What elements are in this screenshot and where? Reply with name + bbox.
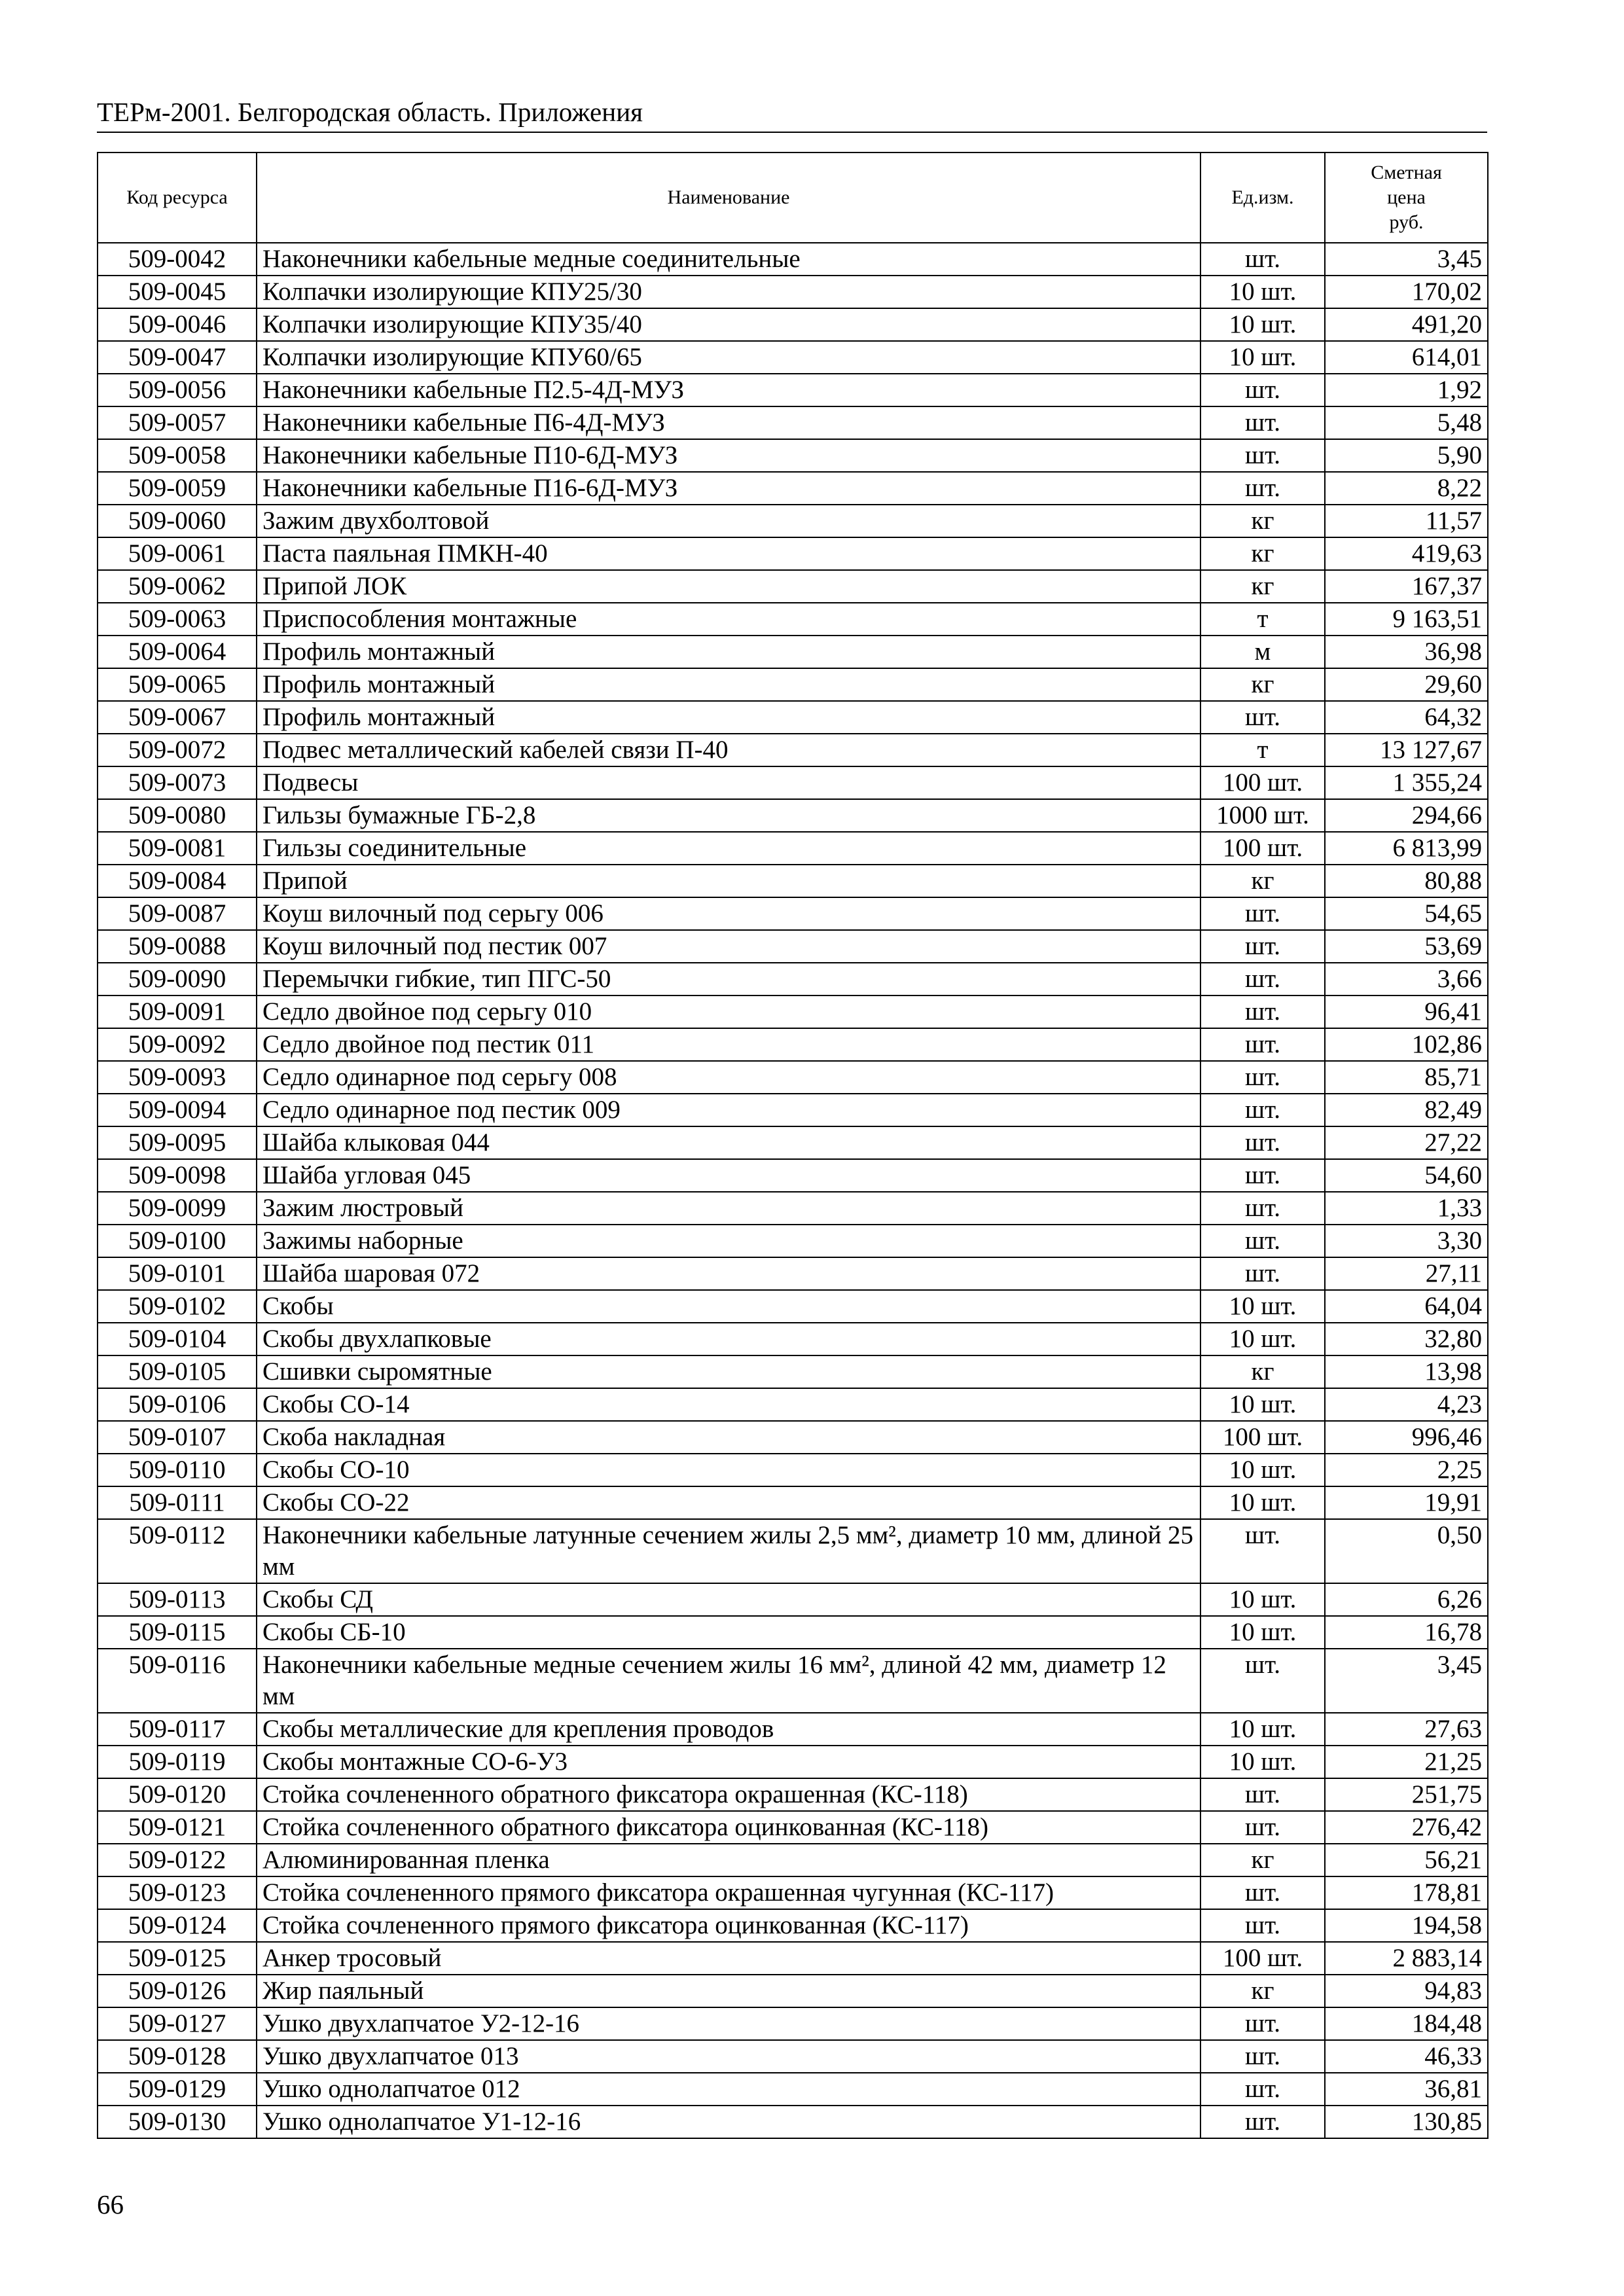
cell-unit: шт. — [1200, 243, 1325, 276]
cell-name: Профиль монтажный — [257, 668, 1200, 701]
cell-name: Зажимы наборные — [257, 1225, 1200, 1257]
table-row — [98, 1323, 1488, 1355]
cell-price: 491,20 — [1325, 308, 1488, 341]
cell-unit: шт. — [1200, 930, 1325, 963]
cell-name: Скоба накладная — [257, 1421, 1200, 1454]
table-row — [98, 1616, 1488, 1649]
cell-code: 509-0065 — [98, 668, 257, 701]
table-row — [98, 243, 1488, 276]
cell-price: 21,25 — [1325, 1746, 1488, 1778]
cell-name: Скобы металлические для крепления проводов — [257, 1713, 1200, 1746]
cell-name: Скобы СД — [257, 1583, 1200, 1616]
cell-code: 509-0105 — [98, 1355, 257, 1388]
cell-unit: 10 шт. — [1200, 1388, 1325, 1421]
cell-code: 509-0123 — [98, 1876, 257, 1909]
cell-name: Наконечники кабельные медные соединительные — [257, 243, 1200, 276]
cell-name: Стойка сочлененного прямого фиксатора окрашенная чугунная (КС-117) — [257, 1876, 1200, 1909]
table-row — [98, 1876, 1488, 1909]
cell-code: 509-0101 — [98, 1257, 257, 1290]
resource-price-table — [97, 152, 1489, 2139]
cell-name: Седло одинарное под серьгу 008 — [257, 1061, 1200, 1094]
cell-name: Седло двойное под пестик 011 — [257, 1028, 1200, 1061]
table-row — [98, 1094, 1488, 1126]
cell-price: 2 883,14 — [1325, 1942, 1488, 1975]
cell-unit: шт. — [1200, 2106, 1325, 2138]
cell-code: 509-0064 — [98, 636, 257, 668]
cell-price: 36,81 — [1325, 2073, 1488, 2106]
table-row — [98, 865, 1488, 897]
cell-unit: 100 шт. — [1200, 766, 1325, 799]
cell-price: 29,60 — [1325, 668, 1488, 701]
cell-price: 194,58 — [1325, 1909, 1488, 1942]
cell-code: 509-0060 — [98, 505, 257, 537]
cell-code: 509-0061 — [98, 537, 257, 570]
cell-name: Перемычки гибкие, тип ПГС-50 — [257, 963, 1200, 996]
cell-price: 0,50 — [1325, 1519, 1488, 1583]
cell-unit: 10 шт. — [1200, 1454, 1325, 1486]
table-row — [98, 1388, 1488, 1421]
cell-unit: шт. — [1200, 1225, 1325, 1257]
cell-name: Стойка сочлененного обратного фиксатора окрашенная (КС-118) — [257, 1778, 1200, 1811]
cell-code: 509-0092 — [98, 1028, 257, 1061]
cell-name: Стойка сочлененного прямого фиксатора оцинкованная (КС-117) — [257, 1909, 1200, 1942]
table-row — [98, 1192, 1488, 1225]
cell-price: 1 355,24 — [1325, 766, 1488, 799]
table-header — [98, 152, 1488, 243]
table-row — [98, 1454, 1488, 1486]
table-row — [98, 603, 1488, 636]
table-row — [98, 1583, 1488, 1616]
table-header-row — [98, 152, 1488, 243]
table-row — [98, 1159, 1488, 1192]
cell-code: 509-0125 — [98, 1942, 257, 1975]
cell-price: 85,71 — [1325, 1061, 1488, 1094]
table-row — [98, 1746, 1488, 1778]
cell-code: 509-0056 — [98, 374, 257, 406]
cell-unit: 10 шт. — [1200, 1323, 1325, 1355]
cell-price: 6,26 — [1325, 1583, 1488, 1616]
cell-unit: 10 шт. — [1200, 341, 1325, 374]
cell-name: Скобы двухлапковые — [257, 1323, 1200, 1355]
cell-name: Сшивки сыромятные — [257, 1355, 1200, 1388]
cell-code: 509-0081 — [98, 832, 257, 865]
cell-code: 509-0090 — [98, 963, 257, 996]
cell-code: 509-0117 — [98, 1713, 257, 1746]
cell-name: Алюминированная пленка — [257, 1844, 1200, 1876]
cell-unit: шт. — [1200, 1876, 1325, 1909]
cell-price: 3,45 — [1325, 1649, 1488, 1713]
table-row — [98, 505, 1488, 537]
cell-name: Колпачки изолирующие КПУ60/65 — [257, 341, 1200, 374]
table-row — [98, 1421, 1488, 1454]
cell-price: 251,75 — [1325, 1778, 1488, 1811]
table-row — [98, 1811, 1488, 1844]
cell-code: 509-0093 — [98, 1061, 257, 1094]
cell-price: 5,48 — [1325, 406, 1488, 439]
cell-name: Подвес металлический кабелей связи П-40 — [257, 734, 1200, 766]
cell-code: 509-0121 — [98, 1811, 257, 1844]
header-rule — [97, 132, 1487, 133]
cell-code: 509-0047 — [98, 341, 257, 374]
cell-code: 509-0116 — [98, 1649, 257, 1713]
cell-code: 509-0104 — [98, 1323, 257, 1355]
cell-code: 509-0080 — [98, 799, 257, 832]
cell-name: Припой — [257, 865, 1200, 897]
cell-unit: шт. — [1200, 1028, 1325, 1061]
cell-name: Жир паяльный — [257, 1975, 1200, 2007]
cell-name: Наконечники кабельные П10-6Д-МУЗ — [257, 439, 1200, 472]
cell-unit: 1000 шт. — [1200, 799, 1325, 832]
cell-name: Ушко двухлапчатое У2-12-16 — [257, 2007, 1200, 2040]
cell-name: Скобы СБ-10 — [257, 1616, 1200, 1649]
table-row — [98, 537, 1488, 570]
cell-code: 509-0115 — [98, 1616, 257, 1649]
cell-code: 509-0062 — [98, 570, 257, 603]
cell-price: 46,33 — [1325, 2040, 1488, 2073]
table-row — [98, 766, 1488, 799]
cell-code: 509-0067 — [98, 701, 257, 734]
table-row — [98, 1975, 1488, 2007]
cell-name: Приспособления монтажные — [257, 603, 1200, 636]
cell-code: 509-0126 — [98, 1975, 257, 2007]
cell-price: 3,66 — [1325, 963, 1488, 996]
table-row — [98, 636, 1488, 668]
cell-unit: м — [1200, 636, 1325, 668]
column-header-unit: Ед.изм. — [1200, 152, 1325, 243]
cell-price: 3,45 — [1325, 243, 1488, 276]
cell-price: 2,25 — [1325, 1454, 1488, 1486]
cell-name: Наконечники кабельные П16-6Д-МУЗ — [257, 472, 1200, 505]
cell-price: 32,80 — [1325, 1323, 1488, 1355]
cell-code: 509-0072 — [98, 734, 257, 766]
cell-name: Профиль монтажный — [257, 701, 1200, 734]
cell-price: 64,04 — [1325, 1290, 1488, 1323]
cell-unit: шт. — [1200, 897, 1325, 930]
cell-price: 80,88 — [1325, 865, 1488, 897]
cell-price: 6 813,99 — [1325, 832, 1488, 865]
cell-price: 56,21 — [1325, 1844, 1488, 1876]
cell-price: 94,83 — [1325, 1975, 1488, 2007]
table-row — [98, 1257, 1488, 1290]
cell-unit: шт. — [1200, 374, 1325, 406]
cell-name: Колпачки изолирующие КПУ35/40 — [257, 308, 1200, 341]
cell-name: Паста паяльная ПМКН-40 — [257, 537, 1200, 570]
cell-name: Скобы СО-22 — [257, 1486, 1200, 1519]
cell-code: 509-0099 — [98, 1192, 257, 1225]
table-row — [98, 472, 1488, 505]
table-row — [98, 2007, 1488, 2040]
cell-price: 4,23 — [1325, 1388, 1488, 1421]
cell-price: 419,63 — [1325, 537, 1488, 570]
cell-code: 509-0112 — [98, 1519, 257, 1583]
cell-name: Припой ЛОК — [257, 570, 1200, 603]
cell-price: 9 163,51 — [1325, 603, 1488, 636]
cell-price: 27,63 — [1325, 1713, 1488, 1746]
cell-price: 13,98 — [1325, 1355, 1488, 1388]
cell-unit: шт. — [1200, 1519, 1325, 1583]
cell-code: 509-0106 — [98, 1388, 257, 1421]
table-row — [98, 1126, 1488, 1159]
table-row — [98, 1942, 1488, 1975]
table-row — [98, 1844, 1488, 1876]
cell-price: 184,48 — [1325, 2007, 1488, 2040]
cell-name: Скобы монтажные СО-6-У3 — [257, 1746, 1200, 1778]
table-row — [98, 1778, 1488, 1811]
table-row — [98, 1061, 1488, 1094]
table-row — [98, 668, 1488, 701]
cell-name: Седло двойное под серьгу 010 — [257, 996, 1200, 1028]
table-row — [98, 799, 1488, 832]
cell-unit: шт. — [1200, 1811, 1325, 1844]
cell-unit: шт. — [1200, 996, 1325, 1028]
cell-unit: шт. — [1200, 1159, 1325, 1192]
table-row — [98, 2106, 1488, 2138]
cell-unit: шт. — [1200, 472, 1325, 505]
cell-unit: кг — [1200, 1355, 1325, 1388]
cell-name: Наконечники кабельные П2.5-4Д-МУЗ — [257, 374, 1200, 406]
cell-code: 509-0042 — [98, 243, 257, 276]
table-row — [98, 1909, 1488, 1942]
cell-code: 509-0129 — [98, 2073, 257, 2106]
table-row — [98, 570, 1488, 603]
cell-name: Колпачки изолирующие КПУ25/30 — [257, 276, 1200, 308]
cell-code: 509-0107 — [98, 1421, 257, 1454]
cell-price: 64,32 — [1325, 701, 1488, 734]
table-row — [98, 832, 1488, 865]
cell-price: 82,49 — [1325, 1094, 1488, 1126]
table-row — [98, 701, 1488, 734]
cell-code: 509-0130 — [98, 2106, 257, 2138]
column-header-code: Код ресурса — [98, 152, 257, 243]
cell-code: 509-0046 — [98, 308, 257, 341]
table-row — [98, 996, 1488, 1028]
cell-code: 509-0084 — [98, 865, 257, 897]
cell-name: Зажим двухболтовой — [257, 505, 1200, 537]
cell-code: 509-0094 — [98, 1094, 257, 1126]
cell-code: 509-0113 — [98, 1583, 257, 1616]
cell-name: Наконечники кабельные медные сечением жилы 16 мм², длиной 42 мм, диаметр 12 мм — [257, 1649, 1200, 1713]
cell-price: 96,41 — [1325, 996, 1488, 1028]
cell-unit: шт. — [1200, 1649, 1325, 1713]
cell-unit: 100 шт. — [1200, 832, 1325, 865]
table-row — [98, 1486, 1488, 1519]
cell-code: 509-0119 — [98, 1746, 257, 1778]
cell-unit: шт. — [1200, 2007, 1325, 2040]
cell-price: 13 127,67 — [1325, 734, 1488, 766]
cell-price: 36,98 — [1325, 636, 1488, 668]
cell-price: 614,01 — [1325, 341, 1488, 374]
cell-price: 178,81 — [1325, 1876, 1488, 1909]
table-body — [98, 243, 1488, 2138]
cell-code: 509-0098 — [98, 1159, 257, 1192]
cell-unit: шт. — [1200, 1061, 1325, 1094]
table-row — [98, 963, 1488, 996]
cell-unit: кг — [1200, 1844, 1325, 1876]
cell-code: 509-0100 — [98, 1225, 257, 1257]
cell-name: Скобы — [257, 1290, 1200, 1323]
cell-price: 276,42 — [1325, 1811, 1488, 1844]
table-row — [98, 1290, 1488, 1323]
cell-code: 509-0120 — [98, 1778, 257, 1811]
cell-price: 16,78 — [1325, 1616, 1488, 1649]
cell-code: 509-0087 — [98, 897, 257, 930]
cell-unit: кг — [1200, 865, 1325, 897]
cell-code: 509-0091 — [98, 996, 257, 1028]
cell-unit: кг — [1200, 537, 1325, 570]
column-header-price: Сметная цена руб. — [1325, 152, 1488, 243]
cell-price: 5,90 — [1325, 439, 1488, 472]
cell-unit: 10 шт. — [1200, 1583, 1325, 1616]
cell-price: 1,92 — [1325, 374, 1488, 406]
cell-code: 509-0063 — [98, 603, 257, 636]
cell-price: 170,02 — [1325, 276, 1488, 308]
table-row — [98, 374, 1488, 406]
table-row — [98, 897, 1488, 930]
table-row — [98, 439, 1488, 472]
table-row — [98, 276, 1488, 308]
cell-unit: шт. — [1200, 701, 1325, 734]
cell-unit: 100 шт. — [1200, 1942, 1325, 1975]
cell-name: Ушко двухлапчатое 013 — [257, 2040, 1200, 2073]
table-row — [98, 930, 1488, 963]
cell-unit: 10 шт. — [1200, 1746, 1325, 1778]
cell-unit: 10 шт. — [1200, 1616, 1325, 1649]
cell-unit: кг — [1200, 1975, 1325, 2007]
cell-name: Шайба клыковая 044 — [257, 1126, 1200, 1159]
cell-unit: шт. — [1200, 963, 1325, 996]
cell-code: 509-0124 — [98, 1909, 257, 1942]
cell-unit: 10 шт. — [1200, 308, 1325, 341]
table-row — [98, 1355, 1488, 1388]
cell-unit: 10 шт. — [1200, 1486, 1325, 1519]
cell-code: 509-0058 — [98, 439, 257, 472]
cell-name: Седло одинарное под пестик 009 — [257, 1094, 1200, 1126]
table-row — [98, 1649, 1488, 1713]
cell-name: Шайба шаровая 072 — [257, 1257, 1200, 1290]
cell-unit: шт. — [1200, 1909, 1325, 1942]
cell-unit: 100 шт. — [1200, 1421, 1325, 1454]
cell-name: Шайба угловая 045 — [257, 1159, 1200, 1192]
cell-price: 27,22 — [1325, 1126, 1488, 1159]
cell-name: Коуш вилочный под серьгу 006 — [257, 897, 1200, 930]
cell-code: 509-0110 — [98, 1454, 257, 1486]
cell-price: 1,33 — [1325, 1192, 1488, 1225]
cell-unit: кг — [1200, 570, 1325, 603]
cell-name: Анкер тросовый — [257, 1942, 1200, 1975]
table-row — [98, 1028, 1488, 1061]
cell-code: 509-0111 — [98, 1486, 257, 1519]
cell-name: Ушко однолапчатое У1-12-16 — [257, 2106, 1200, 2138]
cell-unit: шт. — [1200, 1126, 1325, 1159]
table-row — [98, 341, 1488, 374]
table-row — [98, 1519, 1488, 1583]
table-row — [98, 2040, 1488, 2073]
cell-name: Ушко однолапчатое 012 — [257, 2073, 1200, 2106]
cell-unit: шт. — [1200, 2040, 1325, 2073]
cell-name: Зажим люстровый — [257, 1192, 1200, 1225]
cell-code: 509-0128 — [98, 2040, 257, 2073]
cell-price: 19,91 — [1325, 1486, 1488, 1519]
cell-price: 996,46 — [1325, 1421, 1488, 1454]
cell-code: 509-0127 — [98, 2007, 257, 2040]
cell-price: 3,30 — [1325, 1225, 1488, 1257]
cell-price: 53,69 — [1325, 930, 1488, 963]
cell-price: 102,86 — [1325, 1028, 1488, 1061]
cell-code: 509-0057 — [98, 406, 257, 439]
cell-unit: 10 шт. — [1200, 276, 1325, 308]
cell-name: Наконечники кабельные латунные сечением жилы 2,5 мм², диаметр 10 мм, длиной 25 мм — [257, 1519, 1200, 1583]
cell-price: 8,22 — [1325, 472, 1488, 505]
table-row — [98, 2073, 1488, 2106]
cell-name: Профиль монтажный — [257, 636, 1200, 668]
cell-name: Гильзы бумажные ГБ-2,8 — [257, 799, 1200, 832]
cell-unit: шт. — [1200, 439, 1325, 472]
page-header-title: ТЕРм-2001. Белгородская область. Приложения — [97, 97, 643, 127]
cell-code: 509-0059 — [98, 472, 257, 505]
cell-name: Стойка сочлененного обратного фиксатора оцинкованная (КС-118) — [257, 1811, 1200, 1844]
cell-name: Подвесы — [257, 766, 1200, 799]
table-row — [98, 406, 1488, 439]
cell-code: 509-0073 — [98, 766, 257, 799]
table-row — [98, 734, 1488, 766]
cell-name: Скобы СО-10 — [257, 1454, 1200, 1486]
cell-price: 167,37 — [1325, 570, 1488, 603]
cell-unit: шт. — [1200, 1094, 1325, 1126]
cell-name: Коуш вилочный под пестик 007 — [257, 930, 1200, 963]
cell-unit: 10 шт. — [1200, 1713, 1325, 1746]
table-row — [98, 308, 1488, 341]
cell-unit: кг — [1200, 668, 1325, 701]
cell-name: Наконечники кабельные П6-4Д-МУЗ — [257, 406, 1200, 439]
cell-unit: т — [1200, 734, 1325, 766]
cell-name: Гильзы соединительные — [257, 832, 1200, 865]
cell-unit: т — [1200, 603, 1325, 636]
page-number: 66 — [97, 2189, 124, 2219]
cell-unit: шт. — [1200, 1257, 1325, 1290]
cell-code: 509-0045 — [98, 276, 257, 308]
table-row — [98, 1713, 1488, 1746]
cell-unit: шт. — [1200, 406, 1325, 439]
cell-price: 130,85 — [1325, 2106, 1488, 2138]
cell-price: 27,11 — [1325, 1257, 1488, 1290]
cell-unit: шт. — [1200, 1192, 1325, 1225]
cell-price: 11,57 — [1325, 505, 1488, 537]
cell-price: 54,60 — [1325, 1159, 1488, 1192]
cell-code: 509-0095 — [98, 1126, 257, 1159]
cell-unit: шт. — [1200, 2073, 1325, 2106]
cell-unit: 10 шт. — [1200, 1290, 1325, 1323]
table-row — [98, 1225, 1488, 1257]
cell-code: 509-0102 — [98, 1290, 257, 1323]
cell-name: Скобы СО-14 — [257, 1388, 1200, 1421]
cell-code: 509-0122 — [98, 1844, 257, 1876]
cell-unit: шт. — [1200, 1778, 1325, 1811]
cell-price: 54,65 — [1325, 897, 1488, 930]
cell-price: 294,66 — [1325, 799, 1488, 832]
cell-unit: кг — [1200, 505, 1325, 537]
column-header-name: Наименование — [257, 152, 1200, 243]
cell-code: 509-0088 — [98, 930, 257, 963]
